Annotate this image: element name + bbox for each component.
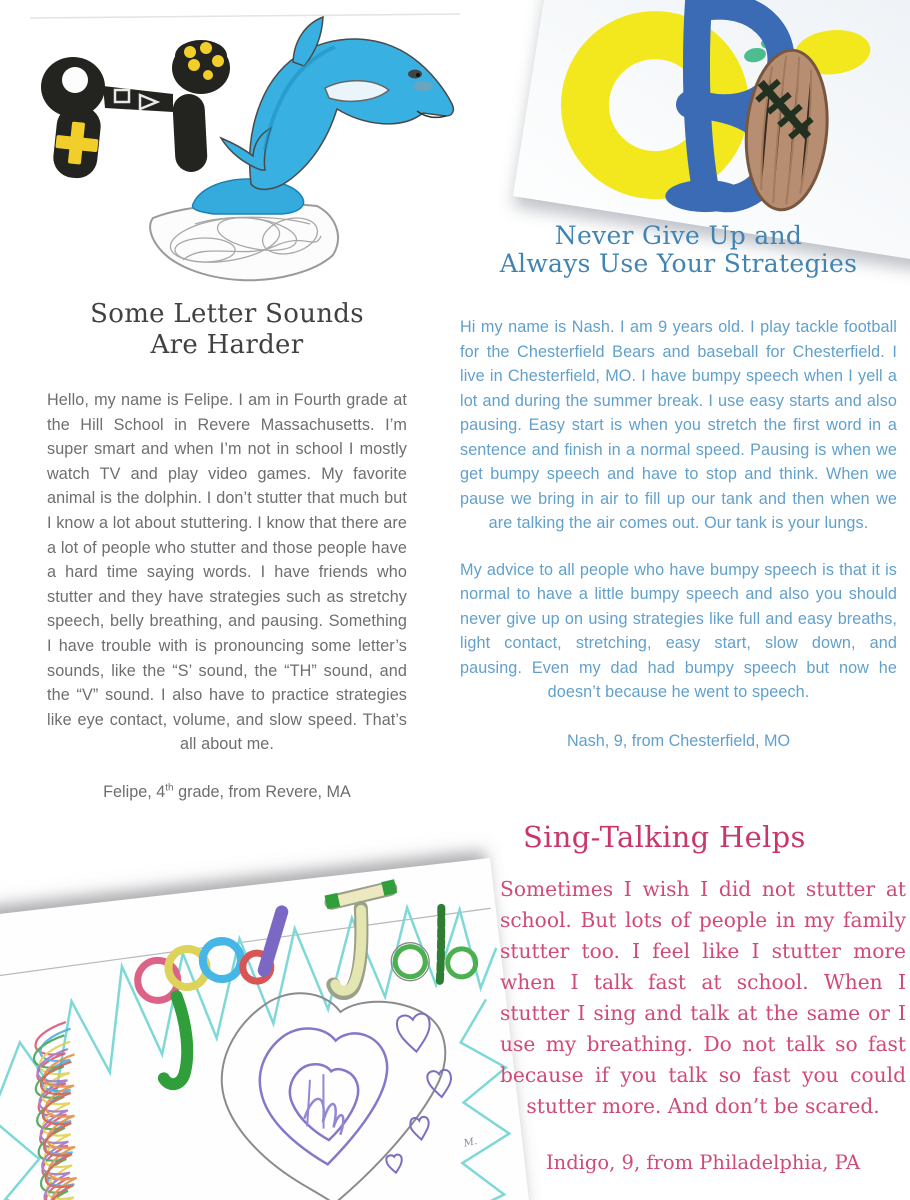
felipe-drawing <box>25 10 465 285</box>
artist-initials: M. <box>462 1136 479 1150</box>
indigo-body: Sometimes I wish I did not stutter at school. But lots of people in my family stutter too. I feel like I stutter more when I talk fast at school. When I stutter I sing and talk at the same or I use my breathing. Do not talk so fast because if you talk so fast you could stutter more. And don’t be scared. <box>500 877 906 1118</box>
felipe-title <box>47 299 407 361</box>
good-job-art <box>0 858 531 1200</box>
felipe-title-line2: Are Harder <box>150 330 304 360</box>
dolphin-base <box>193 179 304 214</box>
nash-body <box>460 315 897 705</box>
felipe-body: Hello, my name is Felipe. I am in Fourth grade at the Hill School in Revere Massachusetts. I’m super smart and when I’m not in school I mostly watch TV and play video games. My favorite animal is the dolphin. I don’t stutter that much but I know a lot about stuttering. I know that there are a lot of people who stutter and those people have a hard time saying words. I have friends who stutter and they have strategies such as stretchy speech, belly breathing, and pausing. Something I have trouble with is pronouncing some letter’s sounds, like the “S’ sound, the “TH” sound, and the “V” sound. I also have to practice strategies like eye contact, volume, and slow speed. That’s all about me. <box>47 391 407 754</box>
scan-edge-line <box>30 14 460 18</box>
paint-pool <box>665 180 745 212</box>
article-nash <box>460 222 897 751</box>
article-felipe <box>47 299 407 802</box>
big-heart-outline <box>213 977 462 1200</box>
article-indigo <box>500 820 906 1174</box>
football-drawing <box>740 47 834 213</box>
nash-paragraph-1: Hi my name is Nash. I am 9 years old. I play tackle football for the Chesterfield Bears and baseball for Chesterfield. I live in Chesterfield, MO. I have bumpy speech when I yell a lot and during the summer break. I use easy starts and also pausing. Easy start is when you stretch the first word in a sentence and finish in a normal speed. Pausing is when we get bumpy speech and have to stop and think. When we pause we bring in air to fill up our tank and then when we are talking the air comes out. Our tank is your lungs. <box>460 318 897 532</box>
hearts-drawing <box>213 977 464 1200</box>
game-controller-drawing <box>41 40 230 180</box>
indigo-attribution: Indigo, 9, from Philadelphia, PA <box>545 1151 861 1174</box>
d-ascender <box>258 912 288 970</box>
g-descender <box>155 996 192 1085</box>
indigo-drawing-paper <box>0 858 531 1200</box>
dolphin-eye <box>408 70 422 79</box>
rainbow-scribble <box>23 1022 96 1200</box>
controller-hole <box>62 67 88 93</box>
felipe-title-line1: Some Letter Sounds <box>90 299 364 329</box>
ordinal-suffix: th <box>165 782 174 794</box>
dolphin-drawing <box>221 17 453 189</box>
nash-title <box>460 222 897 278</box>
nash-title-line2: Always Use Your Strategies <box>499 249 858 278</box>
indigo-title: Sing-Talking Helps <box>523 820 806 854</box>
controller-and-dolphin-art <box>25 10 465 285</box>
felipe-attribution: Felipe, 4th grade, from Revere, MA <box>103 782 351 801</box>
nash-title-line1: Never Give Up and <box>554 221 803 250</box>
nash-paragraph-2: My advice to all people who have bumpy speech is that it is normal to have a little bumpy speech and also you should never give up on using strategies like full and easy breaths, light contact, stretching, easy start, slow down, and pausing. Even my dad had bumpy speech but now he doesn’t because he went to speech. <box>460 560 897 701</box>
nash-attribution: Nash, 9, from Chesterfield, MO <box>566 731 791 750</box>
